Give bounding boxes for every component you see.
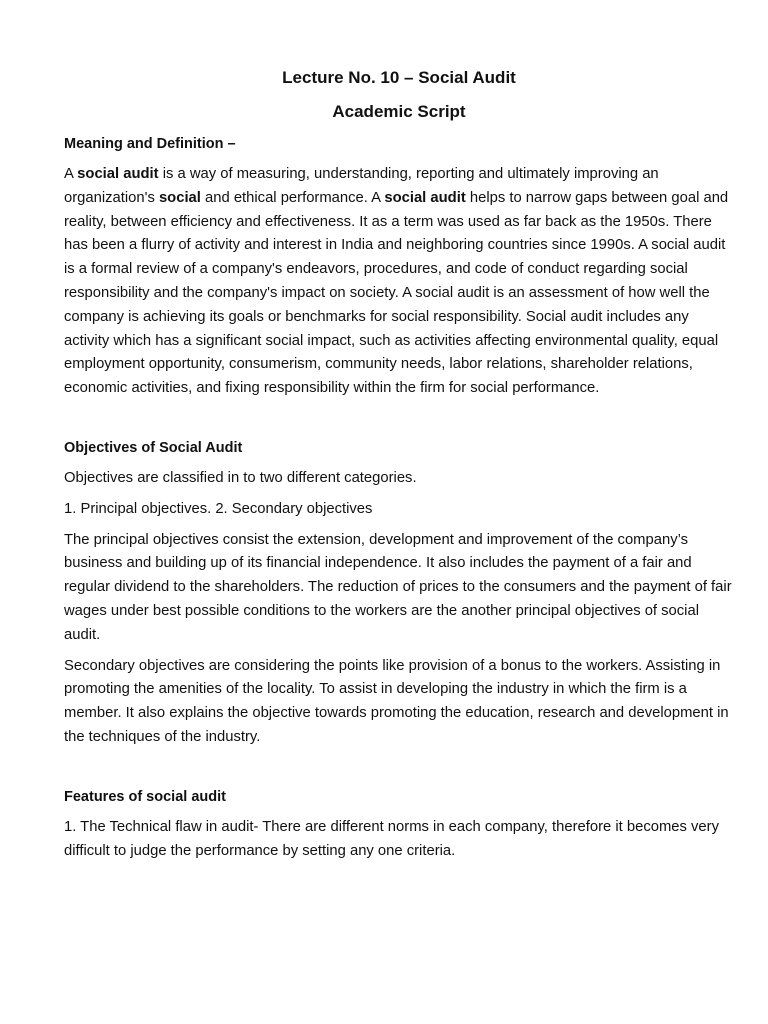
paragraph-principal-objectives: The principal objectives consist the extension, development and improvement of the company’s business and building up of its financial independence. It also includes the payment of a fair and regular dividend to the shareholders. The reduction of prices to the consumers and the payment of fair wages under best possible conditions to the workers are the another principal objectives of social audit. [64,531,732,643]
paragraph-objectives-list: 1. Principal objectives. 2. Secondary objectives [64,500,373,517]
text-run: A [64,166,78,182]
paragraph-secondary-objectives: Secondary objectives are considering the points like provision of a bonus to the workers. Assisting in promoting the amenities of the locality. To assist in developing the industry in which the firm is a member. It also explains the objective towards promoting the education, research and development in the techniques of the industry. [64,657,729,745]
bold-term: social audit [77,166,159,182]
section-heading-features: Features of social audit [64,788,226,805]
section-heading-meaning: Meaning and Definition – [64,136,236,152]
spacer [64,408,734,438]
paragraph-feature-1: 1. The Technical flaw in audit- There are different norms in each company, therefore it becomes very difficult to judge the performance by setting any one criteria. [64,818,719,859]
section-objectives [64,438,734,750]
bold-term: social [158,189,201,206]
paragraph-objectives-intro: Objectives are classified in to two different categories. [64,469,417,486]
section-heading-objectives: Objectives of Social Audit [64,439,243,456]
paragraph-meaning [64,163,734,401]
text-run: is a way of measuring, understanding, reporting and ultimately improving an organization's [64,166,659,206]
document-subtitle: Academic Script [332,102,466,121]
section-features [64,787,734,864]
text-run: and ethical performance. A [200,189,385,206]
bold-term: social audit [384,189,466,206]
document-page [64,66,734,870]
section-meaning [64,134,734,401]
document-title: Lecture No. 10 – Social Audit [282,68,516,87]
spacer [64,757,734,787]
text-run: helps to narrow gaps between goal and reality, between efficiency and effectiveness. It as a term was used as far back as the 1950s. There has been a flurry of activity and interest in India and neighboring countries since 1990s. A social audit is a formal review of a company's endeavors, procedures, and code of conduct regarding social responsibility and the company's impact on society. A social audit is an assessment of how well the company is achieving its goals or benchmarks for social responsibility. Social audit includes any activity which has a significant social impact, such as activities affecting environmental quality, equal employment opportunity, consumerism, community needs, labor relations, shareholder relations, economic activities, and fixing responsibility within the firm for social performance. [64,189,729,397]
